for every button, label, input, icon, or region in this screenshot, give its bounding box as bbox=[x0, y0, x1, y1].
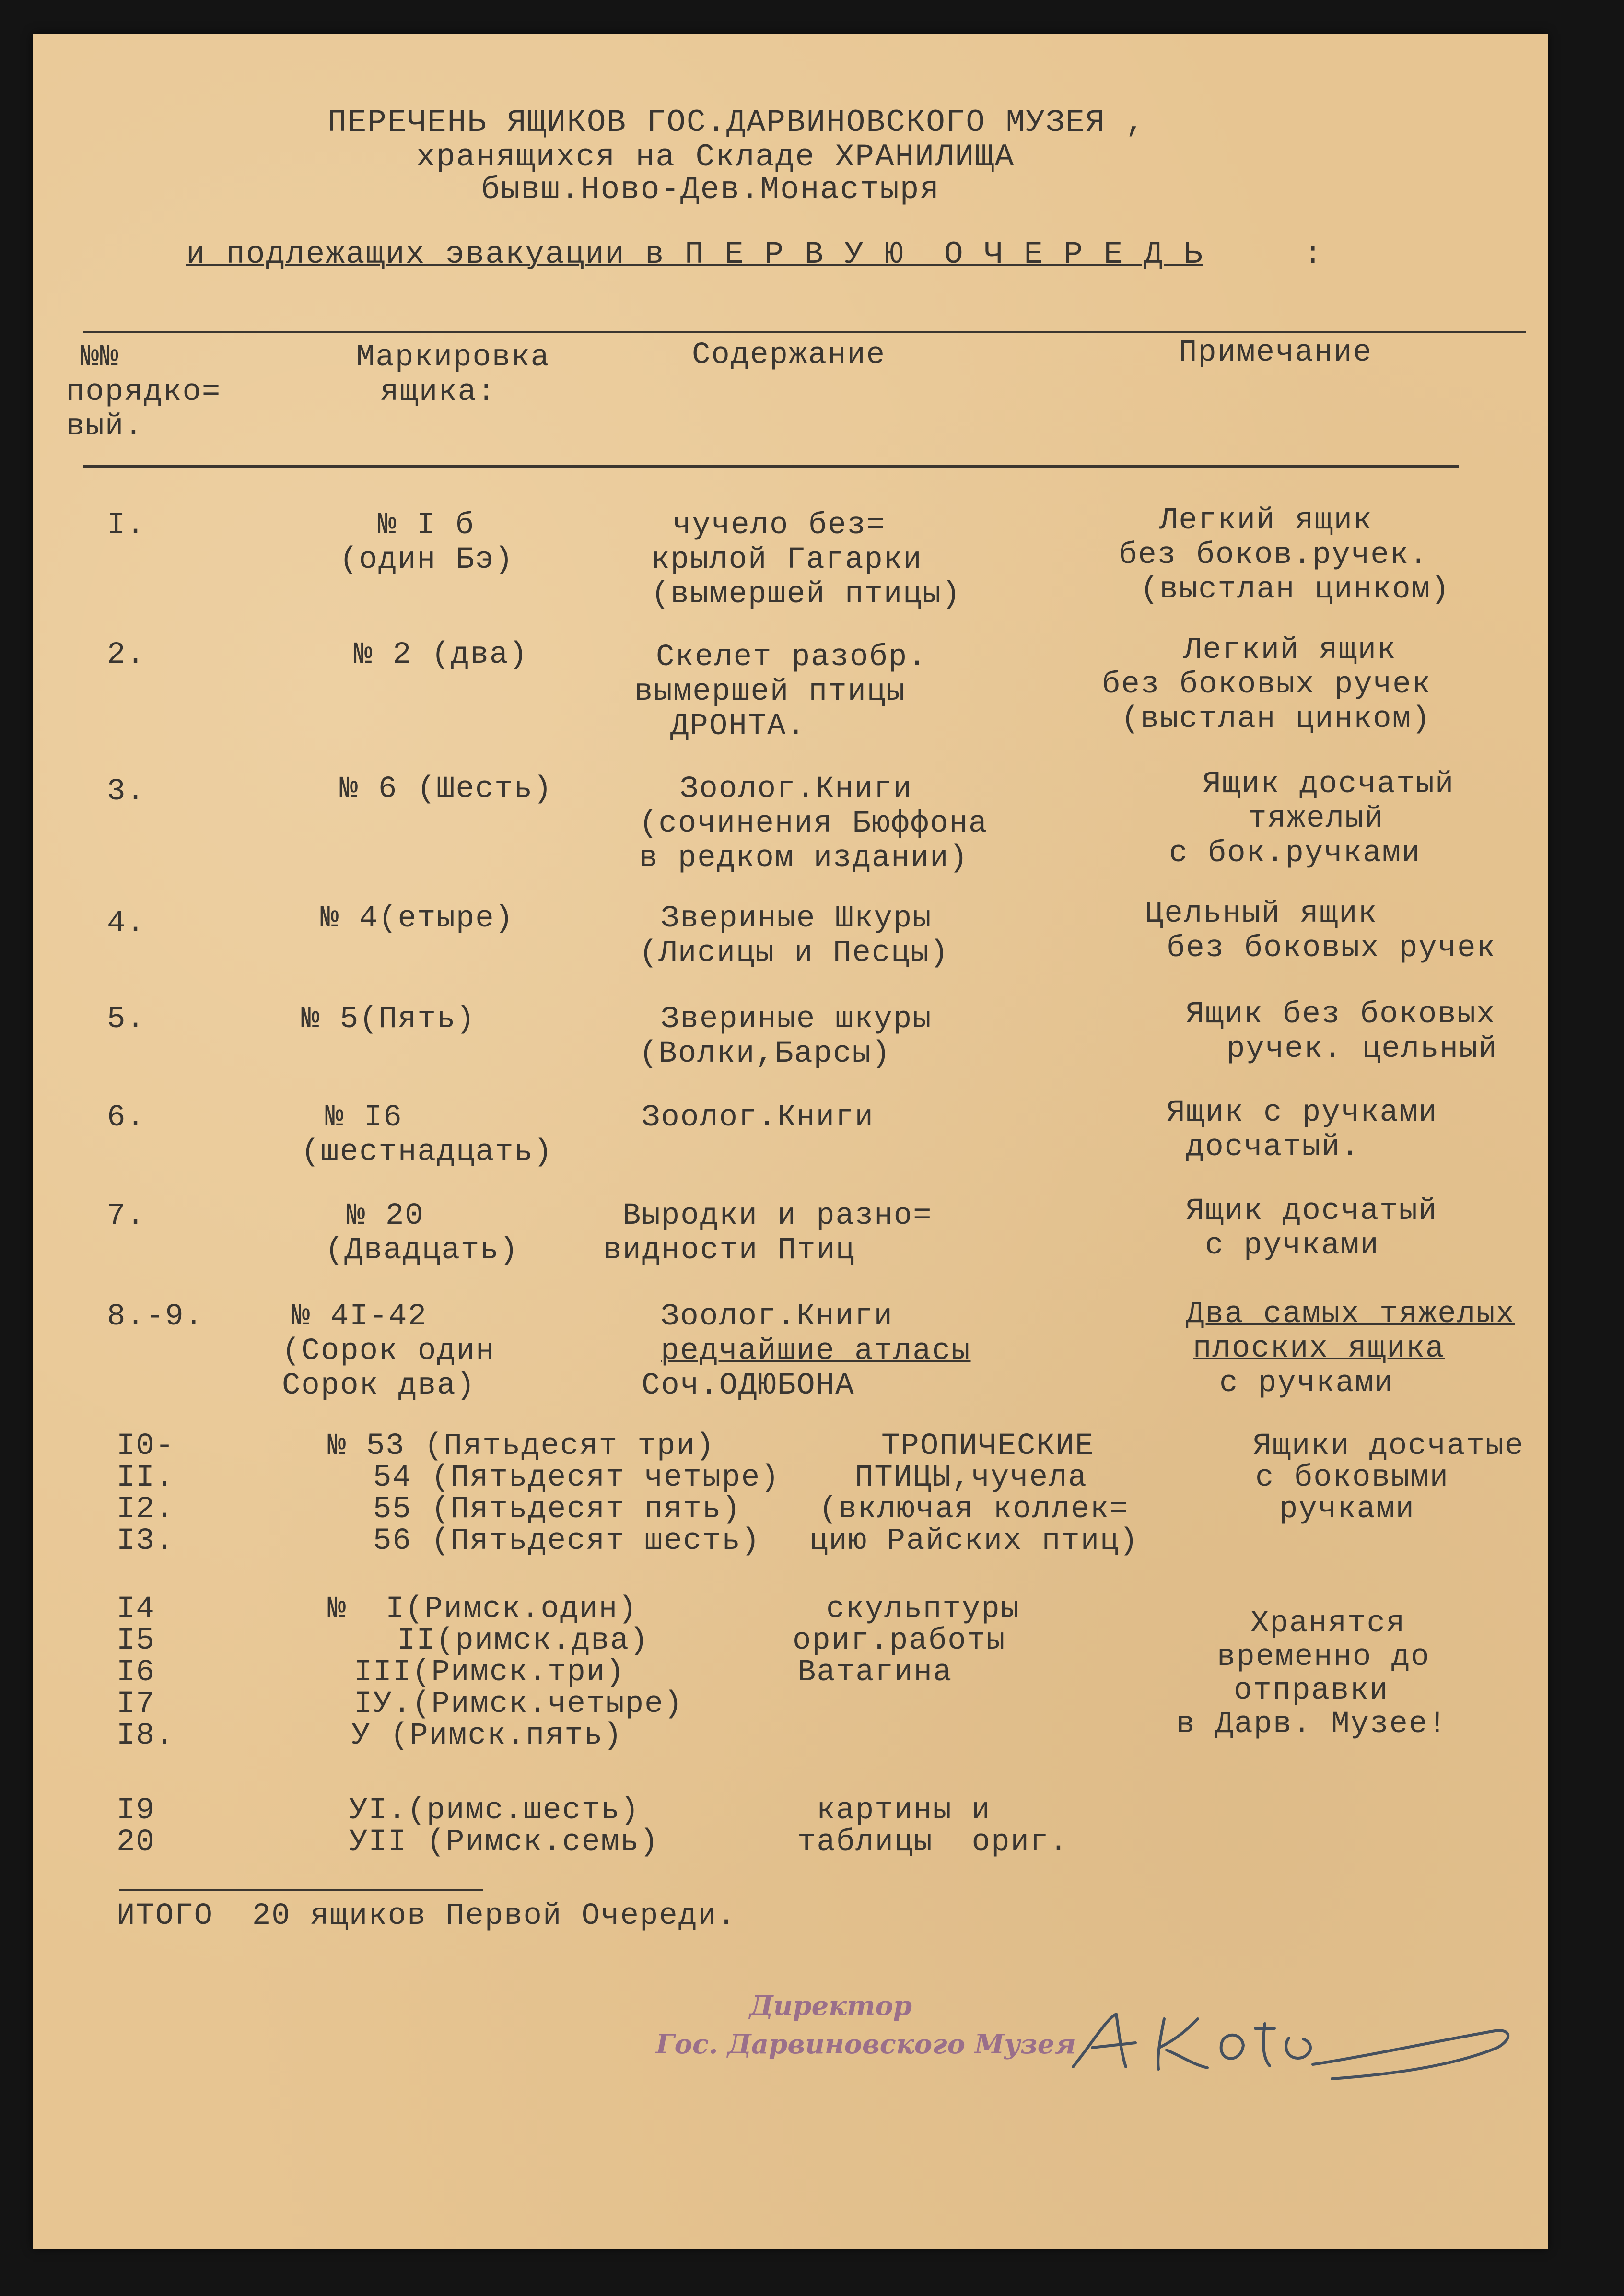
row-1-note-1: Легкий ящик bbox=[1159, 504, 1373, 538]
group1-mark-4: 56 (Пятьдесят шесть) bbox=[373, 1524, 761, 1558]
group2-note-1: Хранятся bbox=[1250, 1606, 1406, 1641]
row-7-note-1: Ящик досчатый bbox=[1186, 1194, 1438, 1229]
row-5-content-1: Звериные шкуры bbox=[661, 1002, 932, 1037]
row-8-note-1: Два самых тяжелых bbox=[1186, 1297, 1515, 1332]
group2-content-1: скульптуры bbox=[826, 1592, 1020, 1627]
col-content: Содержание bbox=[692, 338, 886, 373]
group2-num-1: I4 bbox=[117, 1592, 155, 1627]
row-2-num: 2. bbox=[107, 638, 146, 672]
doc-subtitle-2: бывш.Ново-Дев.Монастыря bbox=[481, 172, 940, 208]
row-4-mark-1: № 4(етыре) bbox=[320, 902, 514, 936]
columns-rule bbox=[83, 465, 1459, 468]
group1-num-1: I0- bbox=[117, 1429, 175, 1464]
row-2-note-2: без боковых ручек bbox=[1102, 668, 1431, 702]
col-mark-1: Маркировка bbox=[356, 340, 550, 375]
row-1-content-1: чучело без= bbox=[673, 508, 886, 543]
col-num-1: №№ bbox=[81, 340, 119, 375]
row-6-content-1: Зоолог.Книги bbox=[642, 1101, 874, 1135]
row-8-mark-1: № 4I-42 bbox=[292, 1300, 427, 1334]
row-7-mark-1: № 20 bbox=[347, 1199, 424, 1233]
row-8-mark-3: Сорок два) bbox=[282, 1369, 476, 1403]
row-7-num: 7. bbox=[107, 1199, 146, 1233]
row-1-content-3: (вымершей птицы) bbox=[651, 577, 961, 612]
row-8-content-1: Зоолог.Книги bbox=[661, 1300, 893, 1334]
row-2-content-1: Скелет разобр. bbox=[656, 640, 927, 675]
row-5-note-2: ручек. цельный bbox=[1227, 1032, 1498, 1066]
row-1-note-3: (выстлан цинком) bbox=[1140, 573, 1450, 607]
doc-title: ПЕРЕЧЕНЬ ЯЩИКОВ ГОС.ДАРВИНОВСКОГО МУЗЕЯ , bbox=[327, 105, 1145, 141]
row-5-content-2: (Волки,Барсы) bbox=[639, 1037, 891, 1071]
row-2-content-3: ДРОНТА. bbox=[670, 709, 806, 744]
group1-content-4: цию Райских птиц) bbox=[809, 1524, 1139, 1558]
row-3-note-2: тяжелый bbox=[1248, 802, 1384, 836]
group2-mark-2: II(римск.два) bbox=[397, 1624, 649, 1658]
row-5-num: 5. bbox=[107, 1002, 146, 1037]
row-1-mark-2: (один Бэ) bbox=[339, 543, 514, 577]
row-8-note-3: с ручками bbox=[1219, 1366, 1394, 1401]
row-7-content-2: видности Птиц bbox=[603, 1233, 855, 1268]
group1-note-2: с боковыми bbox=[1255, 1461, 1449, 1495]
group2-mark-3: III(Римск.три) bbox=[354, 1655, 625, 1690]
doc-subtitle-1: хранящихся на Складе ХРАНИЛИЩА bbox=[416, 139, 1015, 175]
row-6-num: 6. bbox=[107, 1101, 146, 1135]
group1-mark-2: 54 (Пятьдесят четыре) bbox=[373, 1461, 780, 1495]
group2-num-3: I6 bbox=[117, 1655, 155, 1690]
col-note: Примечание bbox=[1179, 336, 1373, 370]
row-6-note-2: досчатый. bbox=[1186, 1130, 1360, 1165]
row-4-note-1: Цельный ящик bbox=[1145, 897, 1378, 931]
group3-content-2: таблицы ориг. bbox=[797, 1825, 1069, 1860]
row-1-content-2: крылой Гагарки bbox=[651, 543, 923, 577]
col-num-3: вый. bbox=[66, 410, 144, 444]
row-3-note-3: с бок.ручками bbox=[1169, 836, 1421, 871]
doc-subtitle-3: и подлежащих эвакуации в П Е Р В У Ю О Ч Е Р Е Д Ь bbox=[186, 236, 1203, 272]
document-page bbox=[33, 34, 1548, 2249]
group1-content-1: ТРОПИЧЕСКИЕ bbox=[881, 1429, 1095, 1464]
group2-content-3: Ватагина bbox=[797, 1655, 953, 1690]
group1-num-3: I2. bbox=[117, 1492, 175, 1527]
group2-note-3: отправки bbox=[1234, 1674, 1389, 1708]
row-4-num: 4. bbox=[107, 906, 146, 941]
row-3-content-3: в редком издании) bbox=[639, 841, 969, 876]
row-2-note-1: Легкий ящик bbox=[1183, 633, 1397, 668]
row-3-content-2: (сочинения Бюффона bbox=[639, 807, 988, 841]
group1-note-3: ручками bbox=[1279, 1492, 1415, 1527]
row-6-mark-1: № I6 bbox=[325, 1101, 403, 1135]
col-num-2: порядко= bbox=[66, 375, 222, 410]
doc-subtitle-colon: : bbox=[1303, 236, 1323, 272]
group3-num-2: 20 bbox=[117, 1825, 155, 1860]
row-7-note-2: с ручками bbox=[1205, 1229, 1379, 1263]
row-6-note-1: Ящик с ручками bbox=[1167, 1096, 1438, 1130]
row-4-content-2: (Лисицы и Песцы) bbox=[639, 936, 949, 971]
row-7-content-1: Выродки и разно= bbox=[622, 1199, 933, 1233]
row-8-mark-2: (Сорок один bbox=[282, 1334, 495, 1369]
group1-mark-3: 55 (Пятьдесят пять) bbox=[373, 1492, 741, 1527]
group1-mark-1: № 53 (Пятьдесят три) bbox=[327, 1429, 715, 1464]
group2-num-4: I7 bbox=[117, 1687, 155, 1722]
row-2-note-3: (выстлан цинком) bbox=[1121, 702, 1431, 737]
row-5-mark-1: № 5(Пять) bbox=[301, 1002, 476, 1037]
row-6-mark-2: (шестнадцать) bbox=[301, 1135, 553, 1170]
row-7-mark-2: (Двадцать) bbox=[325, 1233, 519, 1268]
row-1-num: I. bbox=[107, 508, 146, 543]
group1-content-2: ПТИЦЫ,чучела bbox=[855, 1461, 1087, 1495]
group2-mark-4: IУ.(Римск.четыре) bbox=[354, 1687, 683, 1722]
group2-note-4: в Дарв. Музее! bbox=[1176, 1707, 1448, 1742]
signature bbox=[1063, 1985, 1524, 2091]
row-4-note-2: без боковых ручек bbox=[1167, 931, 1496, 966]
group1-content-3: (включая коллек= bbox=[819, 1492, 1129, 1527]
total-line: ИТОГО 20 ящиков Первой Очереди. bbox=[117, 1899, 736, 1933]
row-3-mark-1: № 6 (Шесть) bbox=[339, 772, 553, 807]
row-8-content-2: редчайшие атласы bbox=[661, 1334, 971, 1369]
row-2-content-2: вымершей птицы bbox=[634, 675, 906, 709]
row-5-note-1: Ящик без боковых bbox=[1186, 997, 1496, 1032]
group3-mark-2: УII (Римск.семь) bbox=[349, 1825, 659, 1860]
total-rule bbox=[119, 1889, 483, 1891]
row-8-content-3: Соч.ОДЮБОНА bbox=[642, 1369, 855, 1403]
group1-num-2: II. bbox=[117, 1461, 175, 1495]
row-1-mark-1: № I б bbox=[378, 508, 475, 543]
group3-mark-1: УI.(римс.шесть) bbox=[349, 1793, 640, 1828]
group2-num-5: I8. bbox=[117, 1719, 175, 1753]
group3-content-1: картины и bbox=[817, 1793, 991, 1828]
group1-note-1: Ящики досчатые bbox=[1253, 1429, 1524, 1464]
row-3-content-1: Зоолог.Книги bbox=[680, 772, 912, 807]
row-4-content-1: Звериные Шкуры bbox=[661, 902, 932, 936]
row-1-note-2: без боков.ручек. bbox=[1119, 538, 1429, 573]
row-8-note-2: плоских ящика bbox=[1193, 1332, 1445, 1366]
stamp-line-2: Гос. Дарвиновского Музея bbox=[656, 2028, 1076, 2060]
row-3-num: 3. bbox=[107, 774, 146, 809]
row-2-mark-1: № 2 (два) bbox=[354, 638, 528, 672]
group2-num-2: I5 bbox=[117, 1624, 155, 1658]
col-mark-2: ящика: bbox=[380, 375, 497, 410]
group3-num-1: I9 bbox=[117, 1793, 155, 1828]
header-rule bbox=[83, 331, 1526, 333]
row-3-note-1: Ящик досчатый bbox=[1203, 767, 1455, 802]
group1-num-4: I3. bbox=[117, 1524, 175, 1558]
group2-mark-1: № I(Римск.один) bbox=[327, 1592, 638, 1627]
group2-mark-5: У (Римск.пять) bbox=[351, 1719, 623, 1753]
row-8-num: 8.-9. bbox=[107, 1300, 204, 1334]
stamp-line-1: Директор bbox=[749, 1990, 912, 2022]
group2-content-2: ориг.работы bbox=[793, 1624, 1006, 1658]
group2-note-2: временно до bbox=[1217, 1640, 1430, 1675]
